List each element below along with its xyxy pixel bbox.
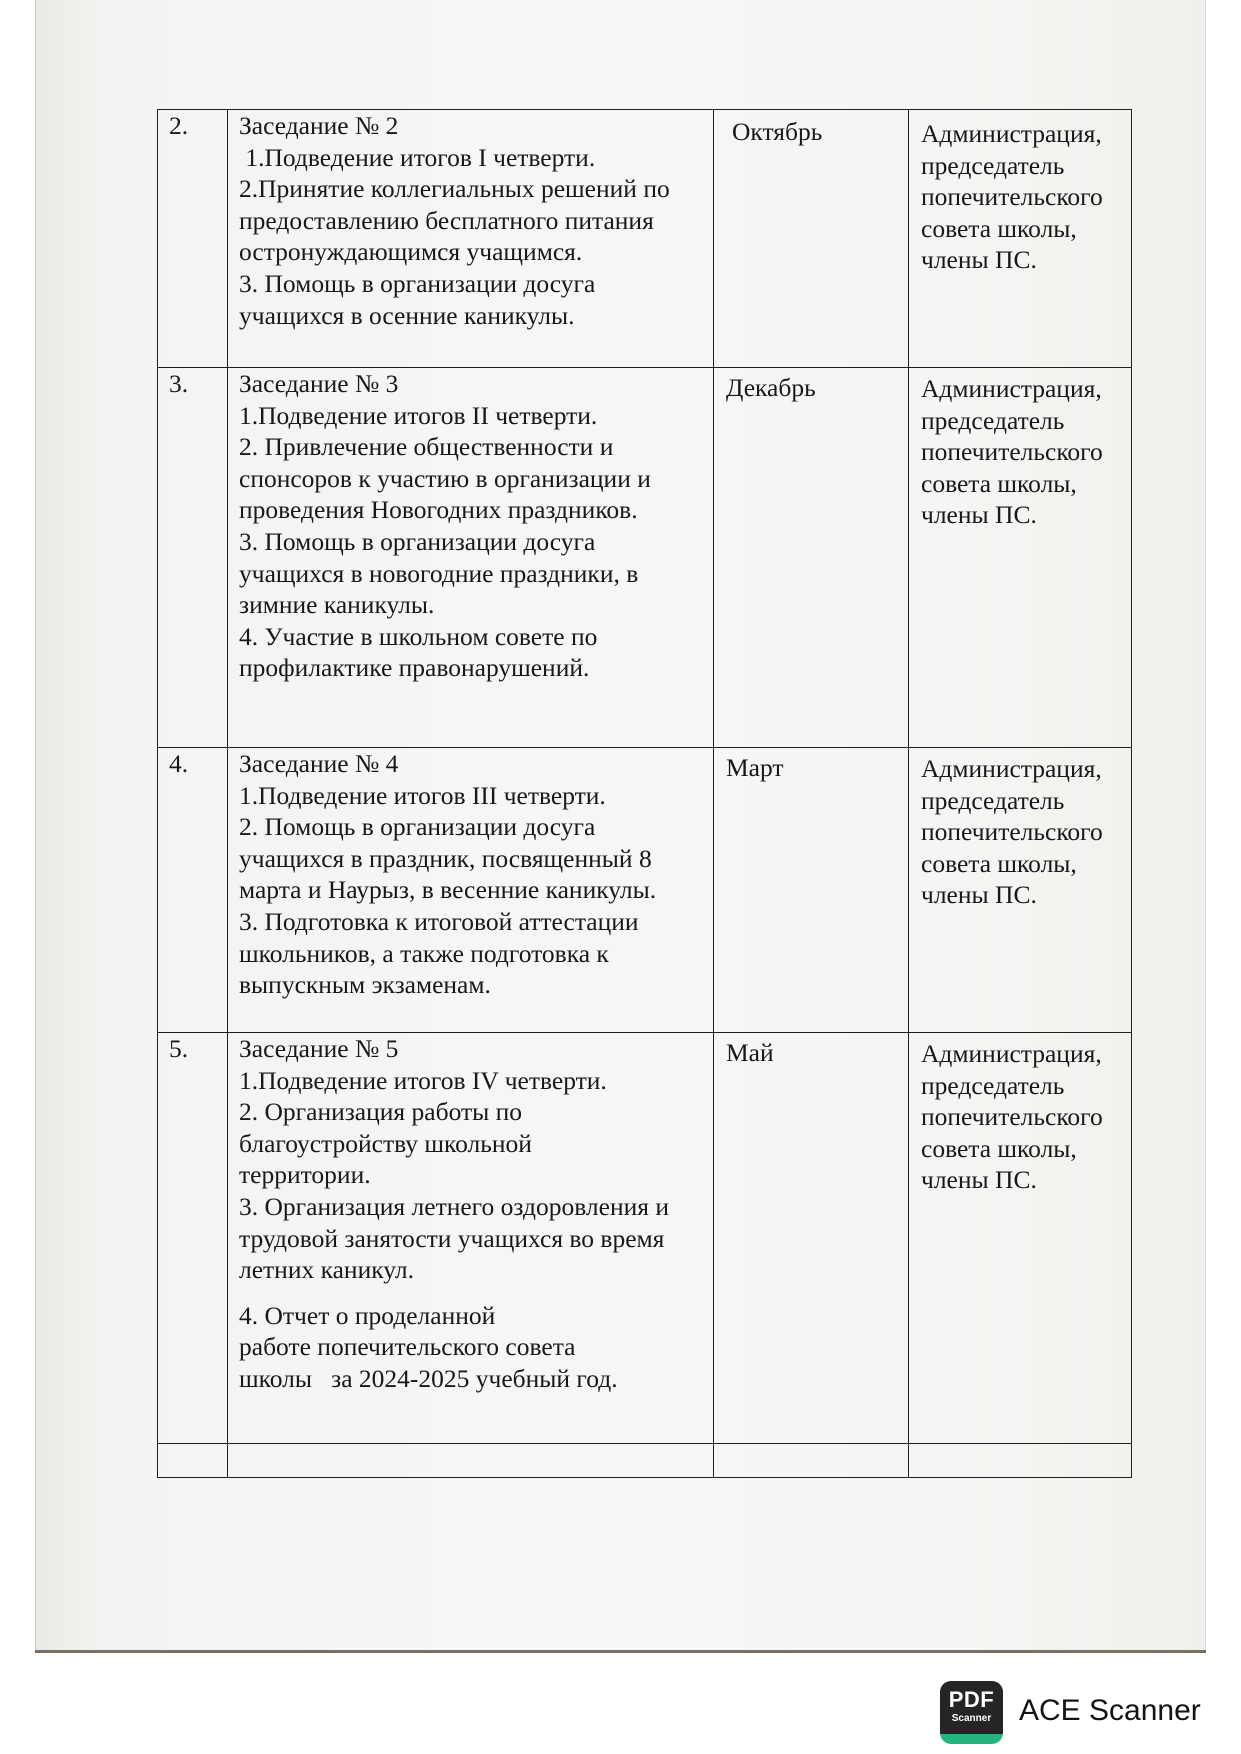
- meeting-title: Заседание № 5: [239, 1034, 399, 1063]
- agenda-line: профилактике правонарушений.: [239, 653, 590, 683]
- agenda-line: 3. Подготовка к итоговой аттестации: [239, 906, 639, 936]
- agenda-line: 2. Помощь в организации досуга: [239, 812, 596, 842]
- month-cell: [714, 110, 909, 368]
- responsible-line: попечительского: [921, 817, 1103, 847]
- agenda-line: школьников, а также подготовка к: [239, 938, 609, 968]
- logo-bottom-text: Scanner: [951, 1713, 992, 1724]
- month: Март: [726, 753, 784, 782]
- responsible-line: Администрация,: [921, 1039, 1102, 1068]
- agenda-line: предоставлению бесплатного питания: [239, 205, 654, 235]
- agenda-line: 2. Привлечение общественности и: [239, 432, 614, 462]
- responsible-line: совета школы,: [921, 848, 1077, 878]
- empty-cell: [714, 1444, 909, 1478]
- responsible-cell: [909, 368, 1132, 748]
- row-number-cell: [158, 110, 228, 368]
- agenda-line: 4. Участие в школьном совете по: [239, 621, 598, 651]
- agenda-line: 2.Принятие коллегиальных решений по: [239, 174, 670, 204]
- agenda-line: проведения Новогодних праздников.: [239, 495, 638, 525]
- responsible-line: совета школы,: [921, 1133, 1077, 1163]
- month-cell: [714, 748, 909, 1033]
- meeting-title: Заседание № 3: [239, 369, 399, 398]
- agenda-line: работе попечительского совета: [239, 1332, 576, 1362]
- responsible-line: председатель: [921, 785, 1065, 815]
- table-row: [158, 110, 1132, 368]
- table-row: [158, 1033, 1132, 1444]
- meeting-title: Заседание № 4: [239, 749, 399, 778]
- schedule-table: [157, 109, 1132, 1478]
- agenda-line: территории.: [239, 1160, 371, 1190]
- responsible-line: попечительского: [921, 182, 1103, 212]
- responsible-line: совета школы,: [921, 213, 1077, 243]
- agenda-line: 3. Помощь в организации досуга: [239, 268, 596, 298]
- agenda-line: учащихся в праздник, посвященный 8: [239, 843, 652, 873]
- agenda-line: школы за 2024-2025 учебный год.: [239, 1363, 618, 1393]
- responsible-line: попечительского: [921, 1102, 1103, 1132]
- responsible-cell: [909, 110, 1132, 368]
- empty-cell: [158, 1444, 228, 1478]
- empty-table-row: [158, 1444, 1132, 1478]
- responsible-cell: [909, 1033, 1132, 1444]
- agenda-line: летних каникул.: [239, 1255, 414, 1285]
- row-number: 4.: [169, 749, 189, 778]
- agenda-cell: [228, 368, 714, 748]
- responsible-line: члены ПС.: [921, 1165, 1037, 1195]
- agenda-line: благоустройству школьной: [239, 1128, 532, 1158]
- row-number: 5.: [169, 1034, 189, 1063]
- agenda-cell: [228, 110, 714, 368]
- month: Октябрь: [732, 117, 823, 146]
- table-row: [158, 748, 1132, 1033]
- table-row: [158, 368, 1132, 748]
- responsible-line: председатель: [921, 150, 1065, 180]
- agenda-line: трудовой занятости учащихся во время: [239, 1223, 665, 1253]
- responsible-line: члены ПС.: [921, 245, 1037, 275]
- responsible-line: совета школы,: [921, 468, 1077, 498]
- agenda-line: марта и Наурыз, в весенние каникулы.: [239, 875, 657, 905]
- responsible-line: члены ПС.: [921, 880, 1037, 910]
- empty-cell: [228, 1444, 714, 1478]
- month: Декабрь: [726, 373, 816, 402]
- agenda-line: спонсоров к участию в организации и: [239, 463, 651, 493]
- agenda-line: 1.Подведение итогов IV четверти.: [239, 1065, 607, 1095]
- agenda-line: 1.Подведение итогов I четверти.: [239, 142, 596, 172]
- responsible-line: Администрация,: [921, 119, 1102, 148]
- row-number-cell: [158, 1033, 228, 1444]
- responsible-line: председатель: [921, 1070, 1065, 1100]
- app-name-watermark: ACE Scanner: [1019, 1694, 1201, 1727]
- agenda-line: остронуждающимся учащимся.: [239, 237, 583, 267]
- agenda-line: выпускным экзаменам.: [239, 970, 491, 1000]
- month-cell: [714, 1033, 909, 1444]
- agenda-cell: [228, 1033, 714, 1444]
- responsible-line: председатель: [921, 405, 1065, 435]
- agenda-cell: [228, 748, 714, 1033]
- agenda-line: 3. Помощь в организации досуга: [239, 526, 596, 556]
- agenda-line: 1.Подведение итогов III четверти.: [239, 780, 606, 810]
- logo-top-text: PDF: [948, 1687, 995, 1712]
- agenda-line: 1.Подведение итогов II четверти.: [239, 400, 598, 430]
- row-number-cell: [158, 748, 228, 1033]
- responsible-line: члены ПС.: [921, 500, 1037, 530]
- row-number-cell: [158, 368, 228, 748]
- row-number: 3.: [169, 369, 189, 398]
- pdf-scanner-logo-icon: [940, 1681, 1003, 1744]
- responsible-cell: [909, 748, 1132, 1033]
- responsible-line: попечительского: [921, 437, 1103, 467]
- agenda-line: зимние каникулы.: [239, 590, 435, 620]
- row-number: 2.: [169, 111, 189, 140]
- responsible-line: Администрация,: [921, 374, 1102, 403]
- agenda-line: 2. Организация работы по: [239, 1097, 523, 1127]
- agenda-line: 3. Организация летнего оздоровления и: [239, 1191, 670, 1221]
- agenda-line: учащихся в осенние каникулы.: [239, 300, 575, 330]
- meeting-title: Заседание № 2: [239, 111, 399, 140]
- month: Май: [726, 1038, 774, 1067]
- empty-cell: [909, 1444, 1132, 1478]
- month-cell: [714, 368, 909, 748]
- agenda-line: учащихся в новогодние праздники, в: [239, 558, 639, 588]
- agenda-line: 4. Отчет о проделанной: [239, 1300, 496, 1330]
- responsible-line: Администрация,: [921, 754, 1102, 783]
